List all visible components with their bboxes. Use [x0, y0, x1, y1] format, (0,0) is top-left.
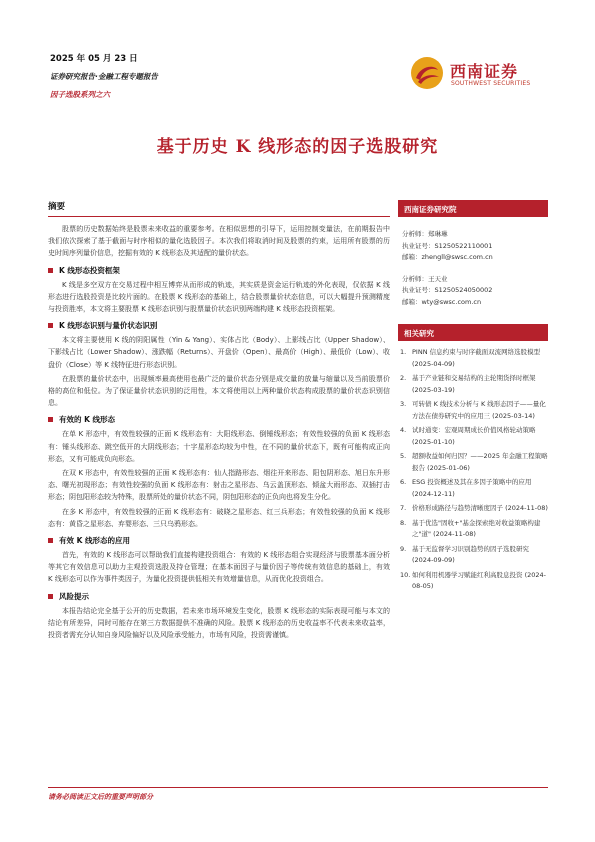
abstract-subsection [48, 414, 390, 530]
report-series: 因子选股系列之六 [50, 90, 110, 99]
abstract-subsection [48, 265, 390, 316]
bullet-square-icon [48, 538, 53, 543]
related-research-list [398, 347, 548, 593]
report-header [50, 52, 158, 100]
related-item[interactable]: 10. 如何利用机器学习赋能红利高股息投资 (2024-08-05) [400, 570, 547, 590]
abstract-heading: 摘要 [48, 200, 390, 217]
analyst-card [398, 274, 548, 309]
report-date: 2025 年 05 月 23 日 [50, 54, 138, 64]
company-logo [410, 56, 550, 92]
abstract-subsection [48, 535, 390, 586]
abstract-intro: 股票的历史数据始终是股票未来收益的重要参考。在相似思想的引导下，运用控制变量法，在前期报告中我们依次探索了基于截面与时序相似的量化选股因子。本次我们将取消时间及股票的约束，运用所有股票的历史时间序列量价信息，挖掘有效的 K 线形态及其适配的量价状态。 [48, 225, 390, 258]
bullet-square-icon [48, 323, 53, 328]
related-item[interactable]: 3. 可转债 K 线技术分析与 K 线形态因子——量化方法在债券研究中的应用三 (2025-03-14) [400, 400, 546, 420]
bullet-square-icon [48, 268, 53, 273]
related-item[interactable]: 8. 基于优选"固收+"基金探索绝对收益策略构建之"道" (2024-11-08) [400, 518, 541, 538]
paragraph: 在多 K 形态中，有效性较强的正面 K 线形态有：破晓之星形态、红三兵形态；有效性较强的负面 K 线形态有：黄昏之星形态、弃婴形态、三只乌鸦形态。 [48, 507, 390, 528]
subsection-heading: K 线形态识别与量价状态识别 [48, 320, 390, 331]
subsection-heading: 有效 K 线形态的应用 [48, 535, 390, 546]
related-item[interactable]: 6. ESG 投资概述及其在多因子策略中的应用 (2024-12-11) [400, 478, 532, 498]
footer-disclaimer: 请务必阅读正文后的重要声明部分 [48, 793, 153, 801]
related-item[interactable]: 4. 试时通变：宏观周期成长价值风格轮动策略 (2025-01-10) [400, 426, 536, 446]
related-item[interactable]: 7. 价格形成路径与趋势清晰度因子 (2024-11-08) [400, 504, 548, 512]
paragraph: K 线是多空双方在交易过程中相互博弈从而形成的轨迹，其实质是资金运行轨迹的外化表现，仅依据 K 线形态进行选股投资是比较片面的。在股票 K 线形态的基础上，结合股票量价状态信息，可以大幅提升预测精度与投资胜率，本文将主要股票 K 线形态识别与股票量价状态识别两端构建 K 线形态投资框架。 [48, 280, 390, 314]
paragraph: 首先，有效的 K 线形态可以帮助我们直接构建投资组合：有效的 K 线形态组合实现经济与股票基本面分析等其它有效信息可以助力主观投资选股及持仓管理；在基本面因子与量价因子等传统有效信息的基础上，有效 K 线形态可以作为事件类因子，为量化投资提供低相关有效增量信息，从而优化投资组合。 [48, 551, 390, 584]
paragraph: 本文将主要使用 K 线的阴阳属性（Yin & Yang）、实体占比（Body）、上影线占比（Upper Shadow）、下影线占比（Lower Shadow）、涨跌幅（Returns）、开盘价（Open）、最高价（High）、最低价（Low）、收盘价（Close）等 K 线特征进行形态识别。 [48, 336, 390, 369]
research-team-heading: 西南证券研究院 [398, 200, 548, 217]
related-research-heading: 相关研究 [398, 324, 548, 341]
paragraph: 在双 K 形态中，有效性较强的正面 K 线形态有：仙人指路形态、烟往开来形态、阳包阴形态、旭日东升形态、曙光初现形态；有效性较强的负面 K 线形态有：射击之星形态、乌云盖顶形态、倾盆大雨形态、双插打击形态；阴包阳形态较为特殊，股票所处的量价状态不同，阴包阳形态的正负向也将发生分化。 [48, 469, 390, 502]
bullet-square-icon [48, 417, 53, 422]
footer-divider [48, 787, 548, 788]
southwest-securities-logo-icon [410, 56, 444, 90]
abstract-subsection [48, 320, 390, 409]
sidebar [398, 200, 548, 596]
subsection-heading: K 线形态投资框架 [48, 265, 390, 276]
analyst-cert: 执业证号：S1250524050002 [402, 286, 493, 294]
bullet-square-icon [48, 594, 53, 599]
subsection-heading: 有效的 K 线形态 [48, 414, 390, 425]
abstract-subsection [48, 591, 390, 642]
related-item[interactable]: 1. PINN 信息约束与时序截面双流网络选股模型 (2025-04-09) [400, 348, 541, 368]
paragraph: 在股票的量价状态中，出现频率最高使用也最广泛的量价状态分别是成交量的放量与缩量以及当前股票价格的高位和低位。为了保证量价状态识别的泛用性，本文将使用以上两种量价状态构成股票的量价状态识别信息。 [48, 374, 390, 408]
analyst-email[interactable]: 邮箱：wty@swsc.com.cn [402, 297, 482, 306]
subsection-heading: 风险提示 [48, 591, 390, 602]
analyst-card [398, 229, 548, 264]
analyst-name: 分析师：郑琳琳 [402, 230, 448, 238]
report-type: 证券研究报告·金融工程专题报告 [50, 72, 158, 81]
related-item[interactable]: 5. 超额收益如何归因？——2025 年金融工程策略报告 (2025-01-06) [400, 452, 548, 472]
analyst-name: 分析师：王天业 [402, 274, 448, 283]
paragraph: 本报告结论完全基于公开的历史数据，若未来市场环境发生变化，股票 K 线形态的实际表现可能与本文的结论有所差异，同时可能存在第三方数据提供不准确的风险。股票 K 线形态的历史收益率不代表未来收益率，投资者需充分认知自身风险偏好以及风险承受能力，市场有风险，投资需谨慎。 [48, 606, 390, 640]
report-title: 基于历史 K 线形态的因子选股研究 [156, 137, 439, 157]
related-item[interactable]: 9. 基于无监督学习识别趋势的因子选股研究 (2024-09-09) [400, 544, 529, 564]
abstract-section [48, 200, 390, 643]
logo-en-name: SOUTHWEST SECURITIES [451, 80, 531, 87]
logo-cn-name: 西南证券 [450, 62, 519, 81]
related-item[interactable]: 2. 基于产业链和交易结构的主轮期货择时框架 (2025-03-19) [400, 374, 536, 394]
analyst-cert: 执业证号：S1250522110001 [402, 241, 493, 250]
analyst-email[interactable]: 邮箱：zhengll@swsc.com.cn [402, 253, 493, 261]
paragraph: 在单 K 形态中，有效性较强的正面 K 线形态有：大阳线形态、倒锤线形态；有效性较强的负面 K 线形态有：锤头线形态、跳空低开的大阴线形态；十字星形态均较为中性，在不同的量价状态下，既有可能构成正向形态，又有可能成负向形态。 [48, 430, 390, 463]
